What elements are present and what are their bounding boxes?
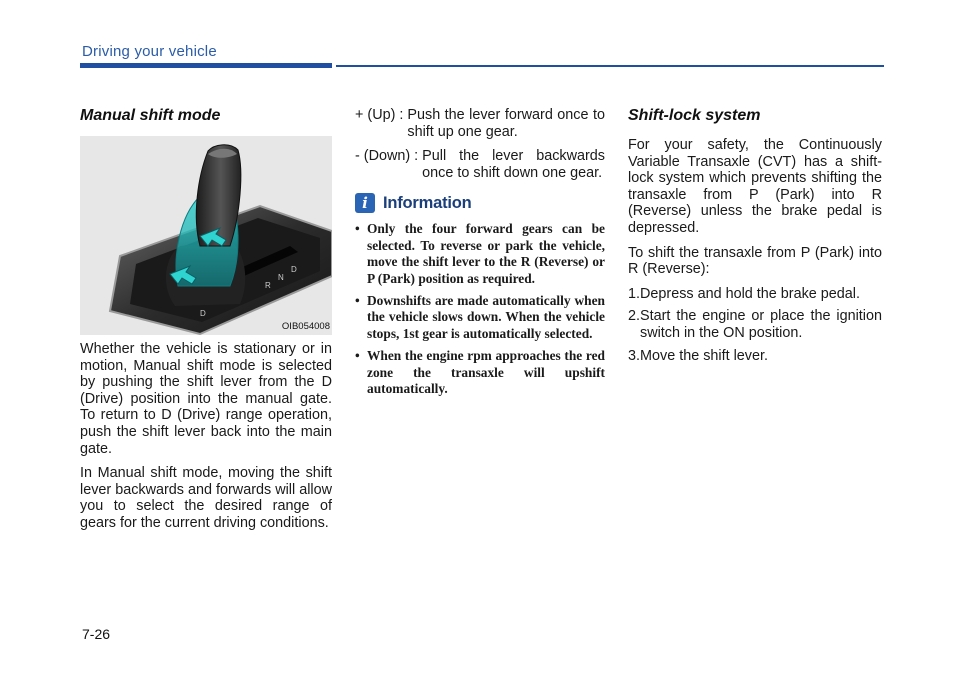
shift-lever-figure <box>80 136 332 335</box>
list-item: 2.Start the engine or place the ignition switch in the ON position. <box>628 308 882 341</box>
manual-shift-title: Manual shift mode <box>80 107 221 124</box>
info-icon: i <box>355 193 375 213</box>
definition-down <box>355 148 605 181</box>
definition-desc: Push the lever forward once to shift up one gear. <box>407 107 605 140</box>
right-paragraph-1: For your safety, the Continuously Variable Transaxle (CVT) has a shift-lock system which prevents shifting the transaxle from P (Park) into R (Reverse) unless the brake pedal is depressed. <box>628 137 882 236</box>
page-number: 7-26 <box>82 626 111 642</box>
definition-term: - (Down) : <box>355 148 423 165</box>
list-item: 1.Depress and hold the brake pedal. <box>628 285 861 302</box>
right-paragraph-2: To shift the transaxle from P (Park) into R (Reverse): <box>628 244 882 278</box>
information-header <box>355 193 605 213</box>
list-item: 3.Move the shift lever. <box>628 347 768 364</box>
header-rule-thick <box>80 63 332 68</box>
step-list <box>628 286 882 364</box>
definition-up <box>355 107 605 140</box>
list-item: • Only the four forward gears can be selected. To reverse or park the vehicle, move the shift lever to the R (Reverse) or P (Park) position as required. <box>355 221 605 287</box>
left-paragraph-2: In Manual shift mode, moving the shift lever backwards and forwards will allow you to select the desired range of gears for the current driving conditions. <box>80 465 332 531</box>
figure-code: OIB054008 <box>281 321 330 332</box>
shift-lever-illustration <box>80 136 332 335</box>
svg-text:D: D <box>200 309 206 318</box>
shift-lock-title: Shift-lock system <box>628 107 761 124</box>
definition-term: + (Up) : <box>355 107 408 123</box>
svg-text:D: D <box>291 265 297 274</box>
right-column <box>628 107 882 370</box>
definition-desc: Pull the lever backwards once to shift down one gear. <box>422 148 605 181</box>
header-rule-thin <box>336 65 884 67</box>
list-item: • Downshifts are made automatically when the vehicle slows down. When the vehicle stops, 1st gear is automatically selected. <box>355 293 605 342</box>
list-item: • When the engine rpm approaches the red zone the transaxle will upshift automatically. <box>355 348 605 397</box>
information-title: Information <box>383 193 472 212</box>
information-list <box>355 221 605 397</box>
section-title: Driving your vehicle <box>82 43 217 60</box>
left-text <box>80 341 332 540</box>
left-paragraph-1: Whether the vehicle is stationary or in motion, Manual shift mode is selected by pushing the shift lever from the D (Drive) position into the manual gate. To return to D (Drive) range operation, push the shift lever back into the main gate. <box>80 341 332 457</box>
svg-text:N: N <box>278 273 284 282</box>
svg-text:R: R <box>265 281 271 290</box>
middle-column <box>355 107 605 403</box>
